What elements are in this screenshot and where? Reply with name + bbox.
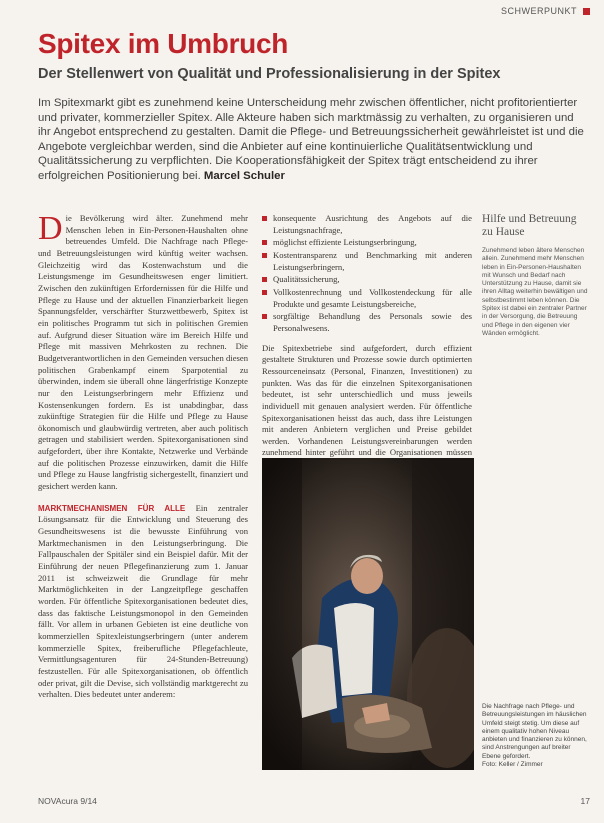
- subheading-markets: MARKTMECHANISMEN FÜR ALLE: [38, 503, 186, 513]
- requirements-list: [262, 213, 472, 335]
- intro-paragraph: [38, 210, 248, 493]
- page-footer: [38, 796, 590, 806]
- list-item: Vollkostenrechnung und Vollkostendeckung für alle Produkte und gesamte Leistungsbereiche,: [262, 287, 472, 310]
- article-photo: [262, 458, 474, 770]
- list-item: sorgfältige Behandlung des Personals sowie des Personalwesens.: [262, 311, 472, 334]
- middle-text-column: [262, 213, 472, 494]
- article-subtitle: Der Stellenwert von Qualität und Professionalisierung in der Spitex: [38, 66, 501, 82]
- list-item: möglichst effiziente Leistungserbringung,: [262, 237, 472, 249]
- sidebar-title: Hilfe und Betreuung zu Hause: [482, 213, 577, 238]
- photo-caption-text: Die Nachfrage nach Pflege- und Betreuungsleistungen im häuslichen Umfeld steigt stetig. Um diese auf einem qualitativ hohen Niveau anbieten und finanzieren zu können, sind Anstrengungen auf breiter Ebene gefordert.: [482, 703, 587, 760]
- list-item: konsequente Ausrichtung des Angebots auf die Leistungsnachfrage,: [262, 213, 472, 236]
- market-paragraph-text: Ein zentraler Lösungsansatz für die Entwicklung und Steuerung des Gesundheitswesens ist die bewusste Einführung von Marktmechanismen in den Leistungserbringung. Die Fallpauschalen der Spitäler sind ein Beispiel dafür. Mit der Einführung der neuen Pflegefinanzierung zum 1. Januar 2011 ist schweizweit die Grundlage für mehr Marktmöglichkeiten in der Langzeitpflege geschaffen worden. Für öffentliche Spitexorganisationen bedeutet dies, dass das faktische Leistungsmonopol in den Gemeinden fällt. Vor allem in urbanen Gebieten ist eine deutliche von kommerziellen Spitexleistungserbringern (unter anderem kommerzielle Spitex, freiberufliche Pflegefachleute, Vermittlungsagenturen für 24-Stunden-Betreuung) festzustellen. Für alle Spitexorganisationen, ob öffentlich oder privat, gilt die Devise, sich vollständig marktgerecht zu verhalten. Dies bedeutet unter anderem:: [38, 502, 248, 700]
- photo-credit: Foto: Keller / Zimmer: [482, 761, 543, 769]
- lead-text: Im Spitexmarkt gibt es zunehmend keine Unterscheidung mehr zwischen öffentlicher, nicht profitorientierter und privater, kommerzieller Spitex. Alle Akteure haben sich marktmässig zu verhalten, zu organisieren und ihr Angebot entsprechend zu gestalten. Damit die Pflege- und Betreuungssicherheit gewährleistet ist und die Angebote vergleichbar werden, sind die Anbieter auf eine kontinuierliche Qualitätsentwicklung und Qualitätssicherung zu verpflichten. Die Kooperationsfähigkeit der Spitex trägt entscheidend zu ihrer erfolgreichen Positionierung bei.: [38, 97, 584, 182]
- sidebar-box: [482, 213, 590, 338]
- drop-cap: D: [38, 210, 63, 247]
- article-lead: [38, 96, 588, 184]
- efficiency-paragraph: Die Spitexbetriebe sind aufgefordert, durch effizient gestaltete Strukturen und Prozesse sowie durch optimierten Ressourceneinsatz (Personal, Finanzen, Investitionen) zu punkten. Was das für die einzelnen Spitexorganisationen bedeutet, ist sehr unterschiedlich und muss jeweils individuell mit genauen analysiert werden. Für öffentliche Spitexorganisationen heisst das auch, dass ihre Leistungen mit anderen Anbietern verglichen und Preise gebildet werden. Vorhandenen Leistungsvereinbarungen werden zunehmend hinter geführt und die Organisationen müssen: [262, 342, 472, 458]
- intro-paragraph-text: ie Bevölkerung wird älter. Zunehmend mehr Menschen leben in Ein-Personen-Haushalten ohne betreuendes Umfeld. Die Nachfrage nach Pflege- und Betreuungsleistungen wird künftig weiter wachsen. Gleichzeitig wird das Kostenwachstum und die Leistungsmenge im Gesundheitswesen enger limitiert. Zwischen den zukünftigen Erfordernissen für die Hilfe und Pflege zu Hause und der aktuellen Finanzierbarkeit liegen Spannungsfelder, verschärfter Sturzwettbewerb, Spitex ist ein politisches Programm tut sich in politischen Gremien auf. Aufgrund dieser Situation wäre im Bereich Hilfe und Pflege mit massiven Mehrkosten zu rechnen. Die Budgetverantwortlichen in den Gemeinden versuchen diesen politischen Grabenkampf einem Sparpotential zu überwinden, indem sie überall ohne längerfristige Konzepte nur den Leistungserbringern mehr Effizienz und Kostensenkungen fordern. Es ist unabdingbar, dass zukünftige Strategien für die Hilfe und Pflege zu Hause ökonomisch und glaubwürdig vertreten, aber auch politisch getragen und stabilisiert werden. Spitexorganisationen sind aufgefordert, über ihre Kontakte, Netzwerke und Verbände auf die politischen Prozesse einzuwirken, damit die Hilfe und Pflege zu Hause langfristig sichergestellt, finanziert und gesichert werden kann.: [38, 213, 248, 492]
- page-number: 17: [580, 796, 590, 806]
- sidebar-body: Zunehmend leben ältere Menschen allein. Zunehmend mehr Menschen leben in Ein-Personen-Haushalten mit Wunsch und Bedarf nach Unterstützung zu Hause, damit sie ihren Alltag weiterhin bewältigen und selbstbestimmt leben können. Die Spitex ist dabei ein zentraler Partner in der Versorgung, die Betreuung und Pflege in den eigenen vier Wänden ermöglicht.: [482, 247, 588, 337]
- lead-author: Marcel Schuler: [203, 169, 285, 182]
- publication-issue: NOVAcura 9/14: [38, 796, 97, 806]
- section-marker-square: [583, 8, 590, 15]
- article-title: Spitex im Umbruch: [38, 28, 289, 59]
- list-item: Kostentransparenz und Benchmarking mit anderen Leistungserbringern,: [262, 250, 472, 273]
- section-label: [501, 6, 590, 16]
- left-text-column: [38, 210, 248, 701]
- market-paragraph: [38, 503, 248, 701]
- section-label-text: SCHWERPUNKT: [500, 6, 577, 16]
- photo-caption: [482, 703, 590, 769]
- list-item: Qualitätssicherung,: [262, 274, 472, 286]
